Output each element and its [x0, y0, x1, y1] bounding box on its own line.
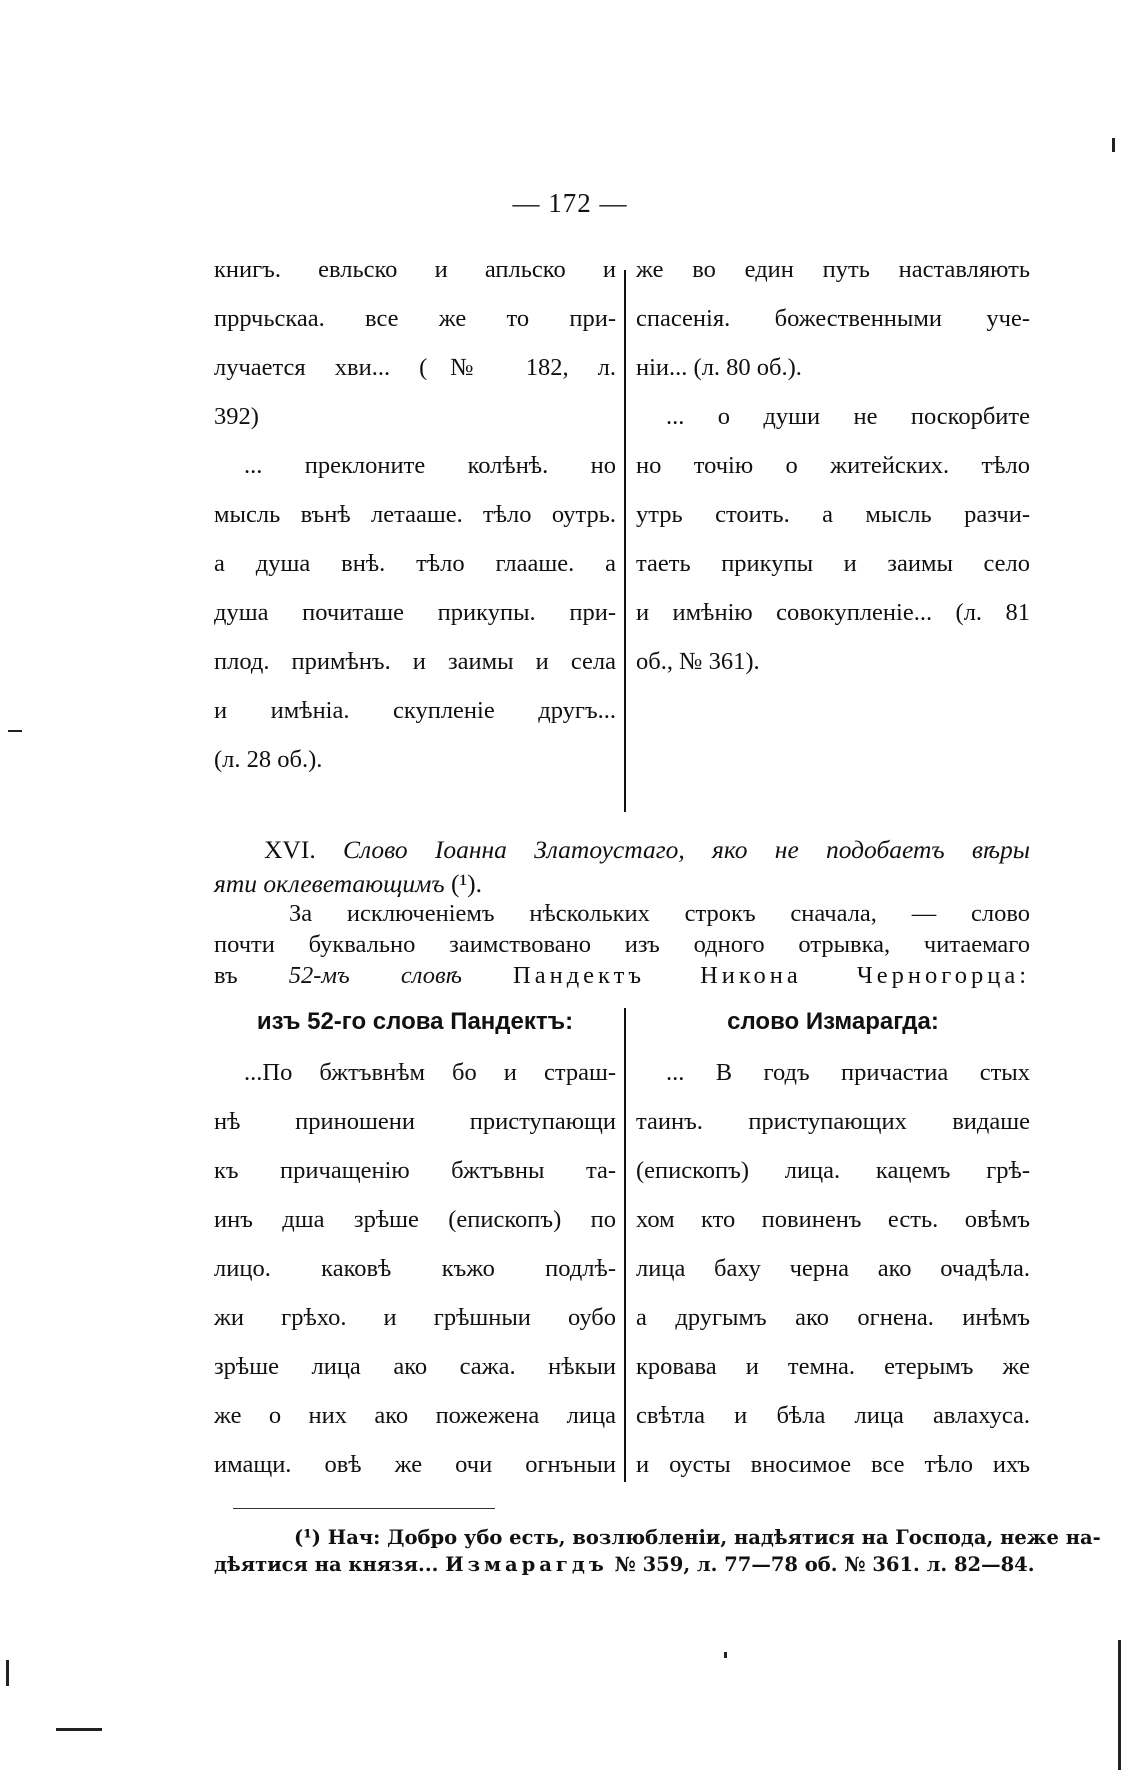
scan-mark — [1118, 1640, 1121, 1770]
text-line: пррчьскаа. все же то при- — [214, 305, 616, 332]
text-line: зрѣше лица ако сажа. нѣкыи — [214, 1353, 616, 1380]
text-line: утрь стоить. а мысль разчи- — [636, 501, 1030, 528]
section-number: XVI. — [264, 835, 316, 864]
scan-mark — [724, 1652, 727, 1658]
text-line: (л. 28 об.). — [214, 746, 323, 773]
text-fragment: Пандектъ Никона Черногорца: — [513, 962, 1031, 989]
footnote-rule — [233, 1508, 495, 1509]
text-line: инъ дша зрѣше (епископъ) по — [214, 1206, 616, 1233]
text-line: жи грѣхо. и грѣшныи оубо — [214, 1304, 616, 1331]
text-line: спасенія. божественными уче- — [636, 305, 1030, 332]
text-line: лица баху черна ако очадѣла. — [636, 1255, 1030, 1282]
text-line: За исключеніемъ нѣскольких строкъ сначала, — слово — [289, 900, 1030, 927]
text-line: же во един путь наставляють — [636, 256, 1030, 283]
comparison-left-column — [214, 1048, 616, 1489]
text-line: ...По бжтъвнѣм бо и страш- — [244, 1059, 616, 1086]
text-line: (епископъ) лица. кацемъ грѣ- — [636, 1157, 1030, 1184]
text-line: книгъ. евльско и апльско и — [214, 256, 616, 283]
text-line: а душа внѣ. тѣло глааше. а — [214, 550, 616, 577]
text-line: ... В годъ причастиа стых — [666, 1059, 1030, 1086]
footnote-ref: (¹). — [451, 869, 483, 898]
text-fragment: № 359, л. 77—78 об. № 361. л. 82—84. — [614, 1553, 1035, 1576]
text-line: и имѣнію совокупленіе... (л. 81 — [636, 599, 1030, 626]
column-divider — [624, 270, 626, 812]
text-line: и оусты вносимое все тѣло ихъ — [636, 1451, 1030, 1478]
scan-mark — [56, 1728, 102, 1731]
text-line: но точію о житейских. тѣло — [636, 452, 1030, 479]
scan-mark — [6, 1660, 9, 1686]
text-line: и имѣніа. скупленіе другъ... — [214, 697, 616, 724]
text-line: почти буквально заимствовано изъ одного отрывка, читаемаго — [214, 931, 1030, 958]
text-line: (¹) Нач: Добро убо есть, возлюбленіи, надѣятися на Господа, неже на- — [294, 1526, 1101, 1549]
section-title-line: яти оклеветающимъ — [214, 869, 445, 898]
footnote — [214, 1524, 1101, 1578]
column-divider — [624, 1008, 626, 1482]
text-line: таинъ. приступающих видаше — [636, 1108, 1030, 1135]
text-line: свѣтла и бѣла лица авлахуса. — [636, 1402, 1030, 1429]
section-title-line: Слово Іоанна Златоустаго, яко не подобаетъ вѣры — [342, 835, 1031, 864]
text-line: ... о души не поскорбите — [666, 403, 1030, 430]
page-number: — 172 — — [512, 188, 628, 218]
text-line: лицо. каковѣ къжо подлѣ- — [214, 1255, 616, 1282]
intro-paragraph — [214, 898, 1030, 991]
text-line: кровава и темна. етерымъ же — [636, 1353, 1030, 1380]
text-line: мысль вънѣ летааше. тѣло оутрь. — [214, 501, 616, 528]
text-line: об., № 361). — [636, 648, 760, 675]
left-column-heading: изъ 52-го слова Пандектъ: — [256, 1008, 574, 1035]
scan-mark — [8, 730, 22, 732]
text-line: лучается хви... (№ 182, л. — [214, 354, 616, 381]
scan-mark — [1112, 138, 1115, 152]
text-line: а другымъ ако огнена. инѣмъ — [636, 1304, 1030, 1331]
section-title — [214, 833, 1030, 901]
text-line: ніи... (л. 80 об.). — [636, 354, 802, 381]
text-line: таеть прикупы и заимы село — [636, 550, 1030, 577]
text-line: же о них ако пожежена лица — [214, 1402, 616, 1429]
right-column-heading: слово Измарагда: — [727, 1008, 939, 1035]
text-line: имащи. овѣ же очи огнъныи — [214, 1451, 616, 1478]
text-line: ... преклоните колѣнѣ. но — [244, 452, 616, 479]
text-fragment: въ — [214, 962, 238, 989]
top-left-column — [214, 245, 616, 784]
text-line: нѣ приношени приступающи — [214, 1108, 616, 1135]
text-line: душа почиташе прикупы. при- — [214, 599, 616, 626]
top-right-column — [636, 245, 1030, 686]
text-fragment: Измарагдъ — [445, 1553, 608, 1576]
comparison-right-column — [636, 1048, 1030, 1489]
text-fragment: 52-мъ словѣ — [288, 962, 462, 989]
text-line: плод. примѣнъ. и заимы и села — [214, 648, 616, 675]
text-line: къ причащенію бжтъвны та- — [214, 1157, 616, 1184]
text-line: хом кто повиненъ есть. овѣмъ — [636, 1206, 1030, 1233]
text-fragment: дѣятися на князя... — [214, 1553, 439, 1576]
text-line: 392) — [214, 403, 259, 430]
